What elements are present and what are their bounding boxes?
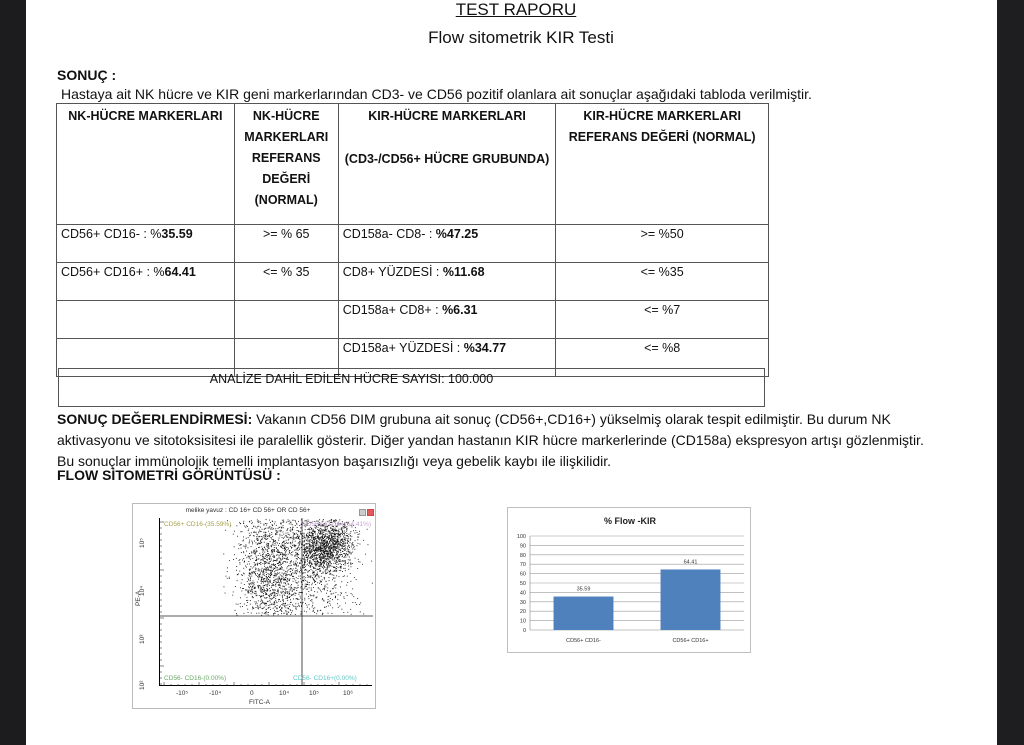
y-tick-label: 60	[519, 571, 526, 578]
y-axis-label: PE-A	[135, 590, 142, 606]
header-line: KIR-HÜCRE MARKERLARI	[368, 109, 526, 123]
y-tick-label: 30	[519, 599, 526, 606]
header-kir-reference	[556, 104, 769, 225]
kir-marker-label: CD158a- CD8- :	[342, 227, 436, 241]
table-row	[57, 263, 769, 301]
kir-marker-label: CD8+ YÜZDESİ :	[342, 265, 443, 279]
header-line: (NORMAL)	[254, 193, 318, 207]
nk-marker-label: CD56+ CD16- : %	[61, 227, 162, 241]
y-tick-label: 70	[519, 562, 526, 569]
y-tick-label: 50	[519, 581, 526, 587]
minimize-icon[interactable]	[359, 509, 366, 516]
flow-cytometry-heading: FLOW SİTOMETRİ GÖRÜNTÜSÜ :	[57, 467, 281, 483]
x-tick-label: 10⁶	[343, 690, 353, 697]
y-tick-label: 20	[519, 609, 526, 616]
cytometry-scatter	[160, 518, 373, 686]
category-label: CD56+ CD16+	[672, 638, 709, 644]
window-frame-left	[0, 0, 26, 745]
quadrant-label-upper-right: CD56+ CD16+(64.41%)	[302, 521, 372, 528]
quadrant-label-upper-left: CD56+ CD16-(35.59%)	[164, 521, 232, 528]
y-tick-label: 90	[519, 543, 526, 550]
kir-marker-value: %47.25	[435, 227, 479, 241]
header-line: REFERANS	[251, 151, 321, 165]
y-tick-label: 0	[522, 628, 526, 634]
table-row	[57, 301, 769, 339]
scatter-points	[223, 519, 372, 616]
x-tick-label: -10⁴	[209, 690, 222, 697]
kir-marker-cell	[338, 263, 556, 301]
quadrant-label-lower-right: CD56- CD16+(0.00%)	[293, 675, 357, 682]
kir-marker-value: %11.68	[442, 265, 485, 279]
cell-count-box: ANALİZE DAHİL EDİLEN HÜCRE SAYISI: 100.000	[58, 368, 765, 407]
window-frame-right	[997, 0, 1024, 745]
x-axis-label: FITC-A	[249, 699, 270, 706]
bar	[554, 597, 614, 630]
y-tick-label: 10	[519, 618, 526, 625]
chart-title: % Flow -KIR	[604, 516, 656, 526]
y-tick-label: 10²	[139, 680, 146, 690]
nk-reference-cell: >= % 65	[234, 225, 338, 263]
x-tick-label: 0	[250, 690, 254, 697]
results-table	[56, 103, 769, 377]
y-tick-label: 10⁴	[139, 585, 146, 596]
report-title: TEST RAPORU	[455, 0, 577, 19]
bar-chart	[508, 508, 752, 654]
close-icon[interactable]	[367, 509, 374, 516]
nk-marker-value: 64.41	[164, 265, 196, 279]
nk-marker-value: 35.59	[161, 227, 193, 241]
y-tick-label: 40	[519, 590, 526, 597]
bar	[661, 569, 721, 630]
kir-marker-cell	[338, 301, 556, 339]
kir-marker-label: CD158a+ CD8+ :	[342, 303, 443, 317]
header-line: DEĞERİ	[262, 172, 311, 186]
evaluation-label: SONUÇ DEĞERLENDİRMESİ:	[57, 411, 253, 427]
report-subtitle: Flow sitometrik KIR Testi	[428, 28, 614, 47]
data-label: 35.59	[576, 586, 591, 593]
x-tick-label: 10⁴	[279, 690, 290, 697]
header-line: KIR-HÜCRE MARKERLARI	[583, 109, 741, 123]
kir-reference-cell: <= %35	[556, 263, 769, 301]
x-tick-label: -10⁵	[176, 690, 189, 697]
header-line: (CD3-/CD56+ HÜCRE GRUBUNDA)	[344, 152, 550, 166]
kir-marker-cell	[338, 225, 556, 263]
kir-reference-cell: <= %7	[556, 301, 769, 339]
header-nk-reference	[234, 104, 338, 225]
nk-reference-cell: <= % 35	[234, 263, 338, 301]
header-line: MARKERLARI	[244, 130, 329, 144]
nk-reference-cell	[234, 301, 338, 339]
nk-marker-cell	[57, 225, 235, 263]
nk-marker-cell	[57, 301, 235, 339]
quadrant-label-lower-left: CD56- CD16-(0.00%)	[164, 675, 227, 682]
cytometry-plot-area	[159, 518, 372, 686]
table-header-row	[57, 104, 769, 225]
nk-marker-cell	[57, 263, 235, 301]
header-nk-markers: NK-HÜCRE MARKERLARI	[57, 104, 235, 225]
evaluation-paragraph	[57, 409, 937, 472]
intro-text: Hastaya ait NK hücre ve KIR geni markerlarından CD3- ve CD56 pozitif olanlara ait sonuçlar aşağıdaki tabloda verilmiştir.	[61, 86, 812, 102]
header-line: REFERANS DEĞERİ (NORMAL)	[568, 130, 756, 144]
header-line: NK-HÜCRE	[252, 109, 320, 123]
bar-chart-panel	[507, 507, 751, 653]
header-spacer	[343, 127, 552, 149]
kir-marker-value: %6.31	[442, 303, 478, 317]
result-heading: SONUÇ :	[57, 67, 117, 83]
evaluation-text: Vakanın CD56 DIM grubuna ait sonuç (CD56+,CD16+) yükselmiş olarak tespit edilmiştir. Bu durum NK aktivasyonu ve sitotoksisitesi ile paralellik gösterir. Diğer yandan hastanın KIR hücre markerlerinde (CD158a) ekspresyon artışı gözlenmiştir. Bu sonuçlar immünolojik temelli implantasyon başarısızlığı veya gebelik kaybı ile ilişkilidir.	[57, 411, 924, 469]
data-label: 64.41	[683, 559, 698, 566]
kir-marker-value: %34.77	[463, 341, 507, 355]
kir-marker-label: CD158a+ YÜZDESİ :	[342, 341, 464, 355]
kir-reference-cell: >= %50	[556, 225, 769, 263]
y-tick-label: 100	[516, 534, 526, 540]
nk-marker-label: CD56+ CD16+ : %	[61, 265, 165, 279]
header-kir-markers	[338, 104, 556, 225]
y-tick-label: 10⁵	[139, 538, 146, 548]
y-tick-label: 80	[519, 552, 526, 559]
category-label: CD56+ CD16-	[566, 638, 601, 644]
table-row	[57, 225, 769, 263]
x-tick-label: 10⁵	[309, 690, 319, 697]
y-tick-label: 10³	[139, 634, 146, 644]
cytometry-plot-title: melike yavuz : CD 16+ CD 56+ OR CD 56+	[185, 507, 311, 514]
cytometry-plot-window	[132, 503, 376, 709]
kir-reference-cell: <= %8	[556, 339, 769, 377]
